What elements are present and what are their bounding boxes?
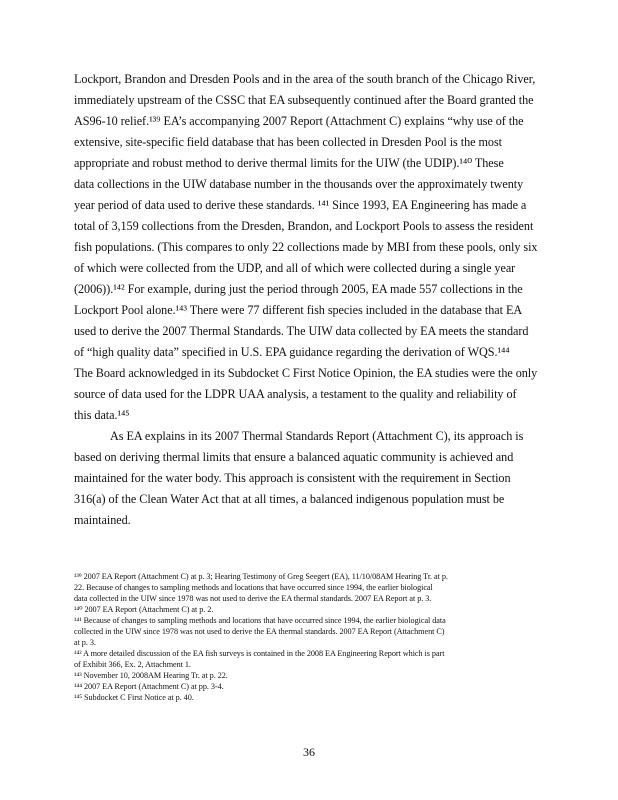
footnote-line: collected in the UIW since 1978 was not used to derive the EA thermal standards. 2007 EA Report (Attachment C) <box>74 627 445 636</box>
body-line: maintained. <box>74 513 131 527</box>
body-line: of “high quality data” specified in U.S. EPA guidance regarding the derivation of WQS.¹⁴⁴ <box>74 345 510 359</box>
body-line: total of 3,159 collections from the Dresden, Brandon, and Lockport Pools to assess the resident <box>74 219 534 233</box>
footnote-line: ¹⁴⁴ 2007 EA Report (Attachment C) at pp. 3-4. <box>74 682 224 691</box>
page-number: 36 <box>303 745 315 759</box>
body-line: appropriate and robust method to derive thermal limits for the UIW (the UDIP).¹⁴⁰ These <box>74 156 504 170</box>
body-line: As EA explains in its 2007 Thermal Standards Report (Attachment C), its approach is <box>110 429 524 443</box>
body-line: 316(a) of the Clean Water Act that at all times, a balanced indigenous population must be <box>74 492 505 506</box>
body-line: fish populations. (This compares to only 22 collections made by MBI from these pools, only six <box>74 240 538 254</box>
body-line: immediately upstream of the CSSC that EA subsequently continued after the Board granted the <box>74 93 534 107</box>
body-line: of which were collected from the UDP, and all of which were collected during a single year <box>74 261 516 275</box>
footnote-line: ¹⁴⁰ 2007 EA Report (Attachment C) at p. 2. <box>74 605 214 614</box>
footnote-line: ¹⁴¹ Because of changes to sampling methods and locations that have occurred since 1994, the earlier biological data <box>74 616 446 625</box>
footnote-line: 22. Because of changes to sampling methods and locations that have occurred since 1994, the earlier biological <box>74 583 433 592</box>
body-line: Lockport Pool alone.¹⁴³ There were 77 different fish species included in the database that EA <box>74 303 523 317</box>
body-line: (2006)).¹⁴² For example, during just the period through 2005, EA made 557 collections in the <box>74 282 523 296</box>
body-line: data collections in the UIW database number in the thousands over the approximately twenty <box>74 177 524 191</box>
footnote-line: of Exhibit 366, Ex. 2, Attachment 1. <box>74 660 191 669</box>
body-line: this data.¹⁴⁵ <box>74 408 130 422</box>
body-line: year period of data used to derive these standards. ¹⁴¹ Since 1993, EA Engineering has made a <box>74 198 527 212</box>
body-line: based on deriving thermal limits that ensure a balanced aquatic community is achieved and <box>74 450 514 464</box>
body-line: The Board acknowledged in its Subdocket C First Notice Opinion, the EA studies were the only <box>74 366 538 380</box>
footnote-line: ¹³⁹ 2007 EA Report (Attachment C) at p. 3; Hearing Testimony of Greg Seegert (EA), 11/10/08AM Hearing Tr. at p. <box>74 572 448 581</box>
body-line: Lockport, Brandon and Dresden Pools and in the area of the south branch of the Chicago River, <box>74 72 536 86</box>
body-line: maintained for the water body. This approach is consistent with the requirement in Section <box>74 471 511 485</box>
footnote-line: ¹⁴³ November 10, 2008AM Hearing Tr. at p. 22. <box>74 671 228 680</box>
body-line: used to derive the 2007 Thermal Standards. The UIW data collected by EA meets the standard <box>74 324 529 338</box>
footnote-line: ¹⁴⁵ Subdocket C First Notice at p. 40. <box>74 693 194 702</box>
footnote-line: data collected in the UIW since 1978 was not used to derive the EA thermal standards. 2007 EA Report at p. 3. <box>74 594 432 603</box>
footnote-line: ¹⁴² A more detailed discussion of the EA fish surveys is contained in the 2008 EA Engineering Report which is part <box>74 649 445 658</box>
body-line: extensive, site-specific field database that has been collected in Dresden Pool is the most <box>74 135 502 149</box>
body-line: AS96-10 relief.¹³⁹ EA’s accompanying 2007 Report (Attachment C) explains “why use of the <box>74 114 524 128</box>
footnote-line: at p. 3. <box>74 638 96 647</box>
body-line: source of data used for the LDPR UAA analysis, a testament to the quality and reliability of <box>74 387 517 401</box>
